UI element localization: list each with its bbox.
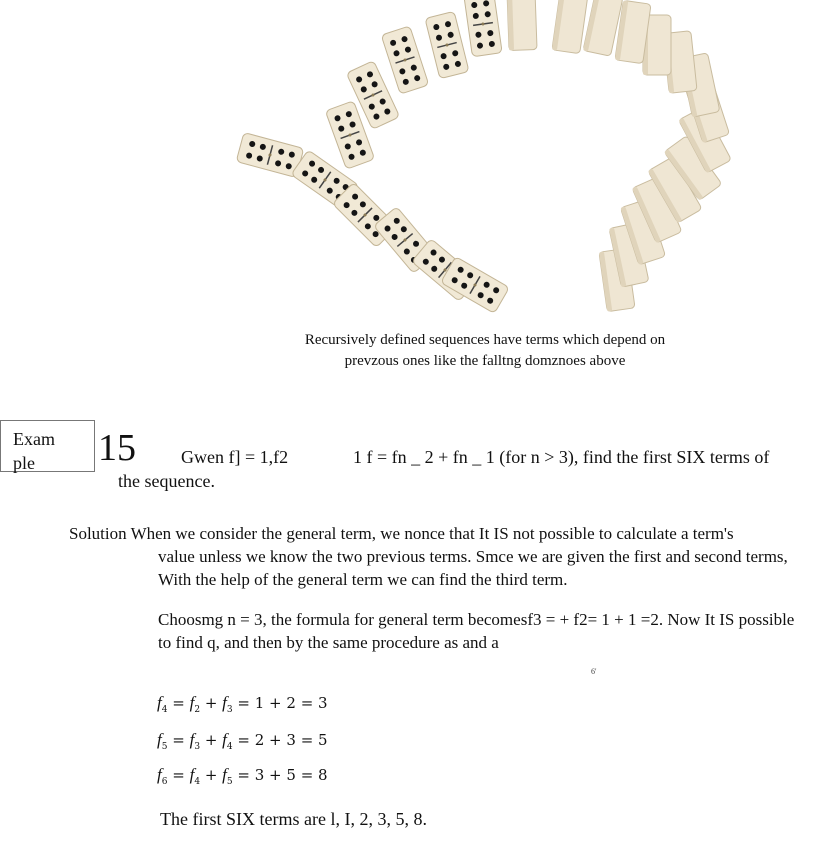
example-question-part-1: Gwen f] = 1,f2	[181, 447, 289, 467]
page-mark: 6'	[591, 667, 597, 676]
equation-f5: $f_5 = f_3 + f_4 = 2 + 3 = 5$	[157, 730, 328, 752]
equation-f5-lhs-index: 5	[161, 742, 168, 752]
equation-f6-lhs-index: 6	[161, 777, 168, 787]
example-number: 15	[98, 427, 136, 469]
equation-f4-result: = 1 + 2 = 3	[237, 694, 328, 712]
example-question-line-2: the sequence.	[118, 471, 215, 491]
falling-dominoes-image	[225, 0, 745, 320]
solution-paragraph-2-line-2: to find q, and then by the same procedure as and a	[158, 633, 499, 652]
solution-line-3: With the help of the general term we can find the third term.	[158, 570, 568, 589]
equation-f6-result: = 3 + 5 = 8	[237, 766, 328, 784]
solution-line-2: value unless we know the two previous terms. Smce we are given the first and second terms,	[158, 547, 788, 566]
equation-f4: $f_4 = f_2 + f_3 = 1 + 2 = 3$	[157, 693, 328, 715]
conclusion-text: The first SIX terms are l, I, 2, 3, 5, 8.	[160, 809, 427, 829]
equation-f5-result: = 2 + 3 = 5	[237, 731, 328, 749]
example-label-line-1: Exam	[13, 429, 55, 449]
equation-f5-a-index: 3	[194, 742, 201, 752]
figure-caption-line-2: prevzous ones like the falltng domznoes above	[344, 353, 626, 369]
equation-f5-b-index: 4	[226, 742, 233, 752]
equation-f4-b-index: 3	[226, 705, 233, 715]
example-label-line-2: ple	[13, 453, 35, 473]
example-label-box	[0, 420, 95, 472]
solution-line-1: Solution When we consider the general term, we nonce that It IS not possible to calculate a term's	[69, 524, 734, 543]
equation-f6-a-index: 4	[194, 777, 201, 787]
solution-paragraph-2-line-1: Choosmg n = 3, the formula for general term becomesf3 = + f2= 1 + 1 =2. Now It IS possible	[158, 610, 795, 629]
equation-f6: $f_6 = f_4 + f_5 = 3 + 5 = 8$	[157, 765, 328, 787]
figure-caption-line-1: Recursively defined sequences have terms which depend on	[304, 332, 666, 348]
equation-f4-lhs-index: 4	[161, 705, 168, 715]
equation-f6-b-index: 5	[226, 777, 233, 787]
equation-f4-a-index: 2	[194, 705, 201, 715]
example-question-part-2: 1 f = fn _ 2 + fn _ 1 (for n > 3), find the first SIX terms of	[353, 447, 770, 467]
